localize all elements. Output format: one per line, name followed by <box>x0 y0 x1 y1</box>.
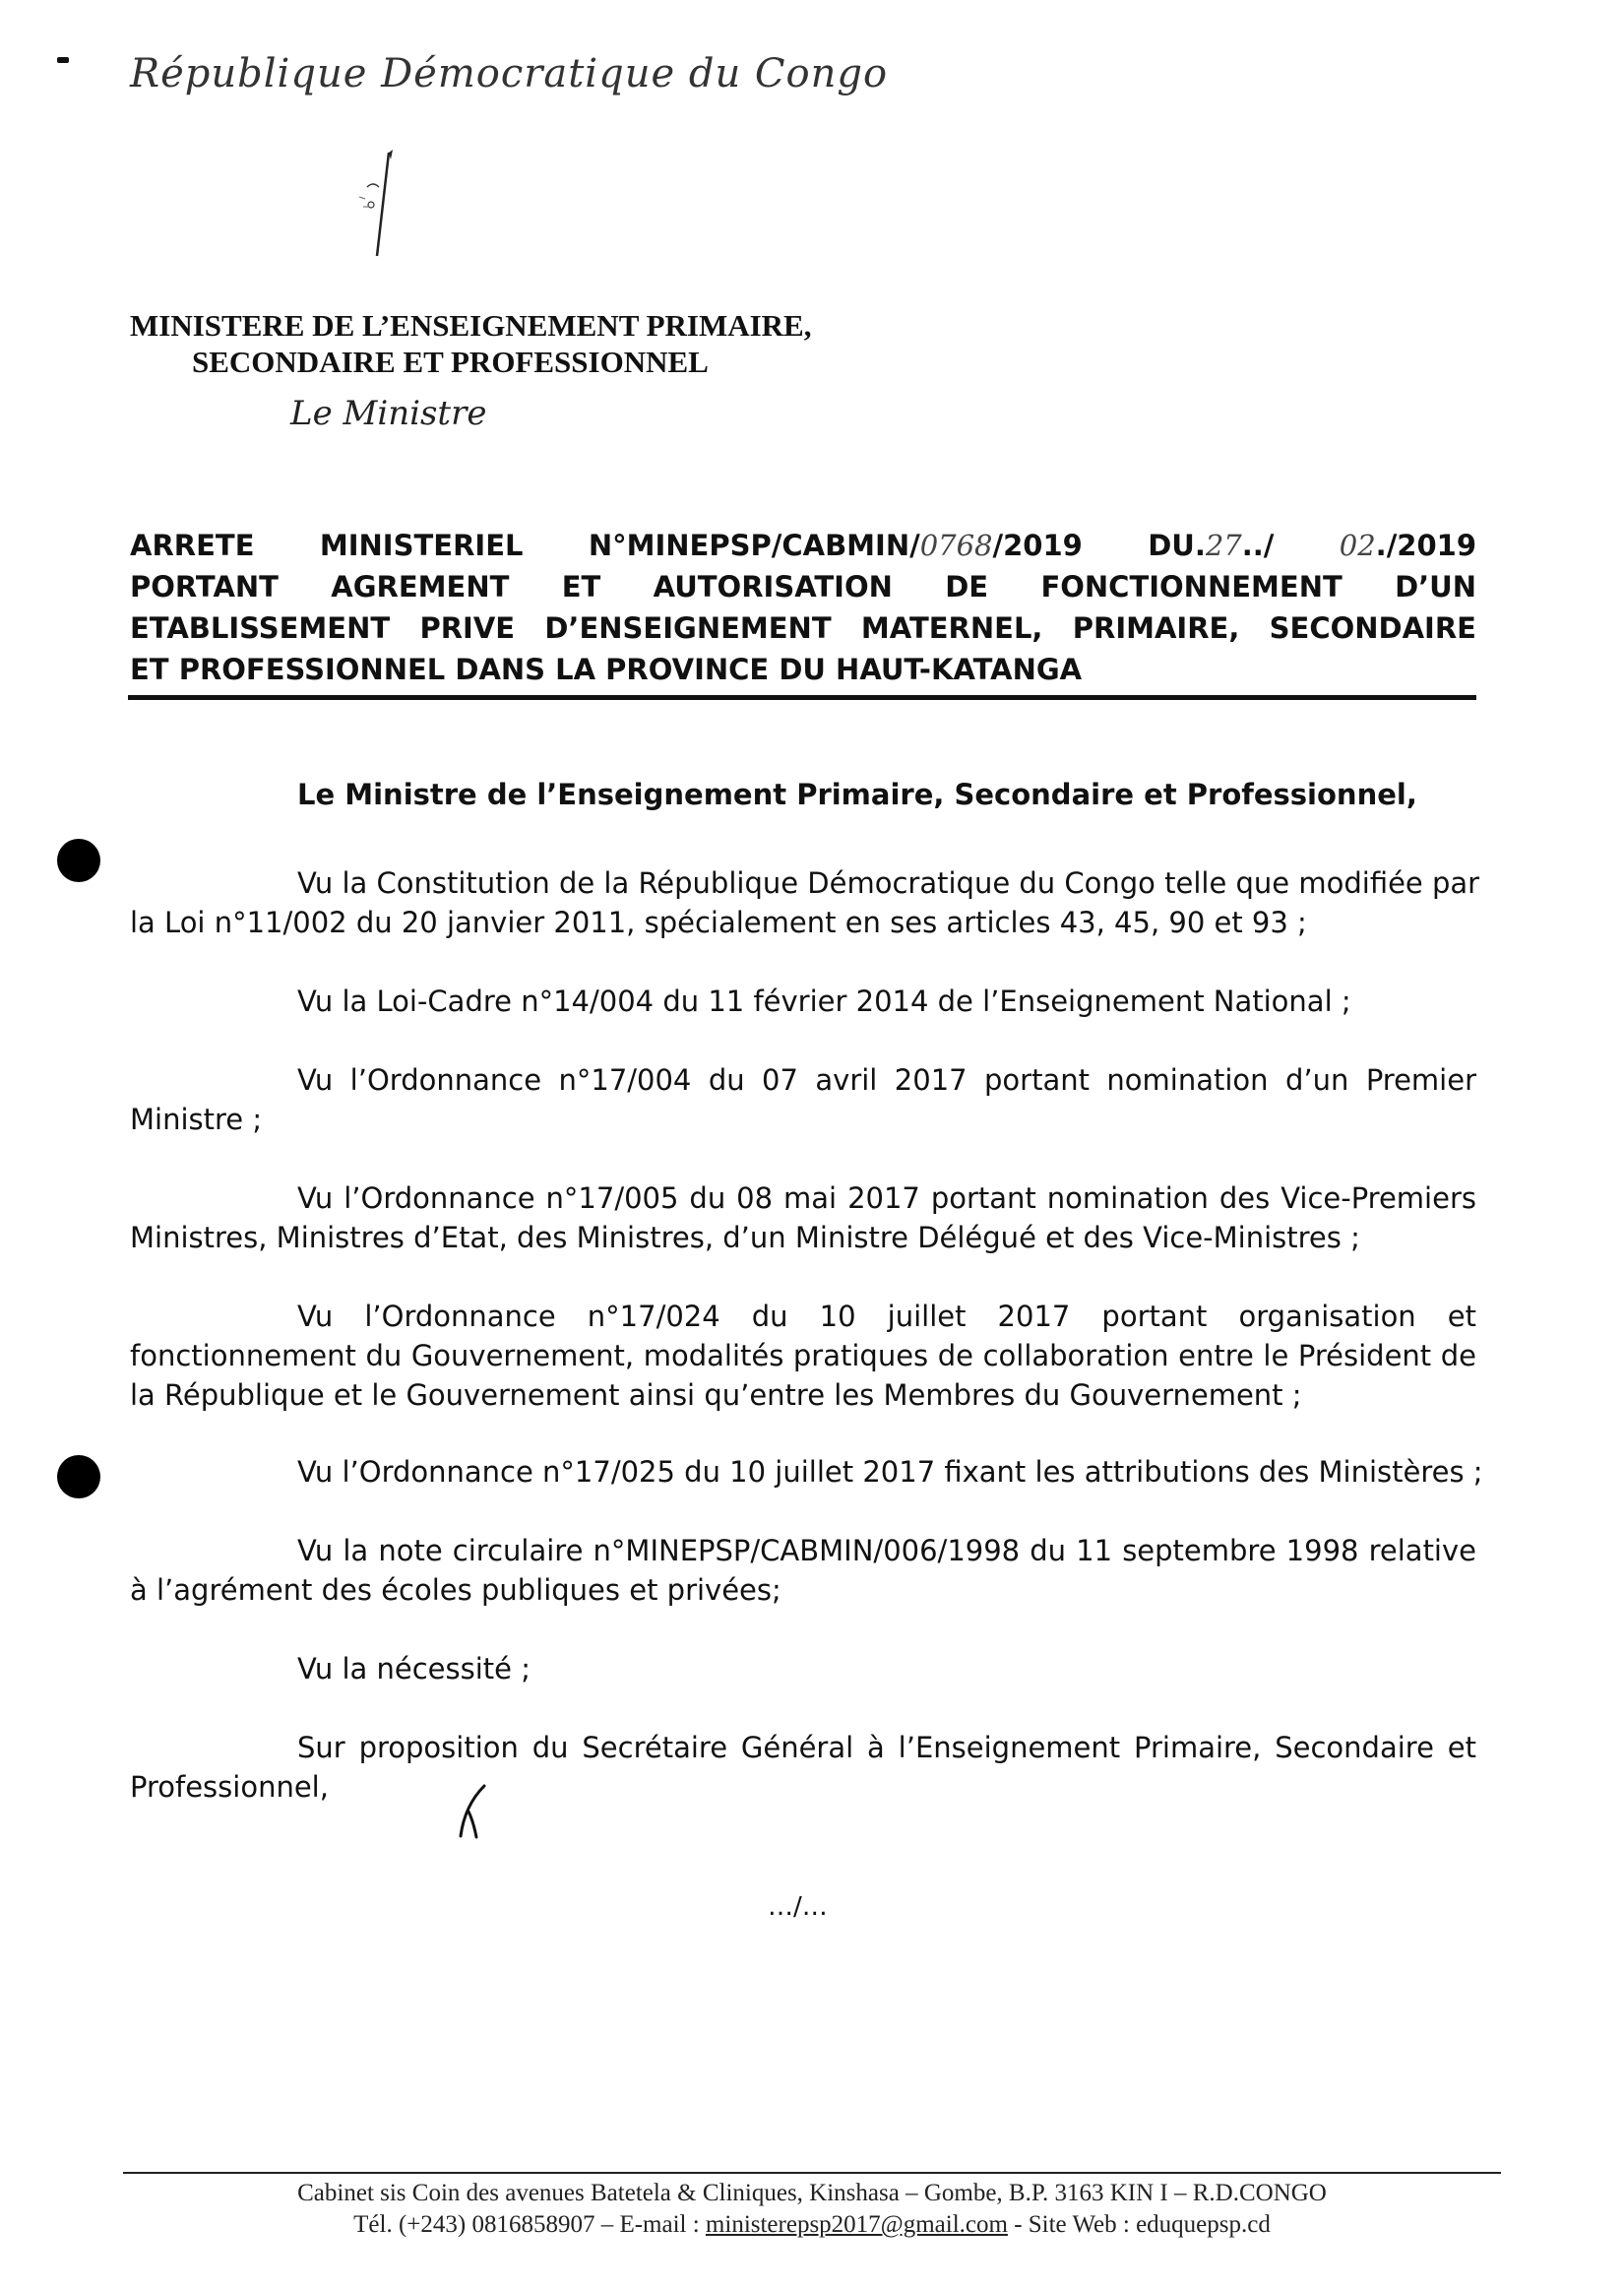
considerant-loi-cadre: Vu la Loi-Cadre n°14/004 du 11 février 2014 de l’Enseignement National ; <box>297 985 1351 1018</box>
punch-hole <box>57 839 100 882</box>
footer-divider <box>123 2172 1501 2174</box>
page-continuation-mark: …/… <box>768 1892 828 1922</box>
decree-title <box>130 525 1476 690</box>
decree-title-line4: ET PROFESSIONNEL DANS LA PROVINCE DU HAUT-KATANGA <box>130 653 1083 686</box>
republic-heading: République Démocratique du Congo <box>130 51 889 96</box>
title-divider <box>128 695 1476 700</box>
considerant-proposition: Sur proposition du Secrétaire Général à l’Enseignement Primaire, Secondaire et Professionnel, <box>130 1731 1476 1804</box>
considerant-necessite: Vu la nécessité ; <box>297 1652 531 1685</box>
handwritten-day: 27 <box>1205 529 1242 562</box>
considerant-premier-ministre: Vu l’Ordonnance n°17/004 du 07 avril 2017 portant nomination d’un Premier Ministre ; <box>130 1063 1476 1136</box>
le-ministre-heading: Le Ministre <box>290 394 487 433</box>
ministry-name-line1: MINISTERE DE L’ENSEIGNEMENT PRIMAIRE, <box>130 308 812 343</box>
decree-title-line2: PORTANT AGREMENT ET AUTORISATION DE FONCTIONNEMENT D’UN <box>130 570 1476 604</box>
considerant-constitution: Vu la Constitution de la République Démocratique du Congo telle que modifiée par la Loi n°11/002 du 20 janvier 2011, spécialement en ses articles 43, 45, 90 et 93 ; <box>130 866 1480 939</box>
scan-artifact <box>57 57 69 63</box>
footer-contact: Tél. (+243) 0816858907 – E-mail : ministerepsp2017@gmail.com - Site Web : eduquepsp.cd <box>353 2211 1271 2238</box>
considerant-note-circulaire: Vu la note circulaire n°MINEPSP/CABMIN/006/1998 du 11 septembre 1998 relative à l’agrément des écoles publiques et privées; <box>130 1534 1476 1607</box>
handwritten-initial <box>455 1782 494 1841</box>
footer-address: Cabinet sis Coin des avenues Batetela & Cliniques, Kinshasa – Gombe, B.P. 3163 KIN I – R.D.CONGO <box>297 2180 1327 2206</box>
considerant-vice-premiers: Vu l’Ordonnance n°17/005 du 08 mai 2017 portant nomination des Vice-Premiers Ministres, Ministres d’Etat, des Ministres, d’un Ministre Délégué et des Vice-Ministres ; <box>130 1181 1476 1254</box>
considerant-attributions: Vu l’Ordonnance n°17/025 du 10 juillet 2017 fixant les attributions des Ministères ; <box>297 1455 1483 1489</box>
considerant-gouvernement: Vu l’Ordonnance n°17/024 du 10 juillet 2017 portant organisation et fonctionnement du Gouvernement, modalités pratiques de collaboration entre le Président de la République et le Gouvernement ainsi qu’entre les Membres du Gouvernement ; <box>130 1300 1476 1412</box>
email-link[interactable]: ministerepsp2017@gmail.com <box>705 2211 1008 2238</box>
decree-title-line3: ETABLISSEMENT PRIVE D’ENSEIGNEMENT MATERNEL, PRIMAIRE, SECONDAIRE <box>130 611 1476 645</box>
handwritten-month: 02 <box>1339 529 1376 562</box>
decree-title-line1: ARRETE MINISTERIEL N°MINEPSP/CABMIN/0768/2019 DU.27../ 02./2019 <box>130 529 1476 562</box>
ministry-name-line2: SECONDAIRE ET PROFESSIONNEL <box>192 345 709 379</box>
punch-hole <box>57 1455 100 1498</box>
handwritten-decree-number: 0768 <box>919 529 993 562</box>
coat-of-arms-emblem <box>349 148 418 266</box>
minister-preamble-heading: Le Ministre de l’Enseignement Primaire, Secondaire et Professionnel, <box>297 778 1417 811</box>
